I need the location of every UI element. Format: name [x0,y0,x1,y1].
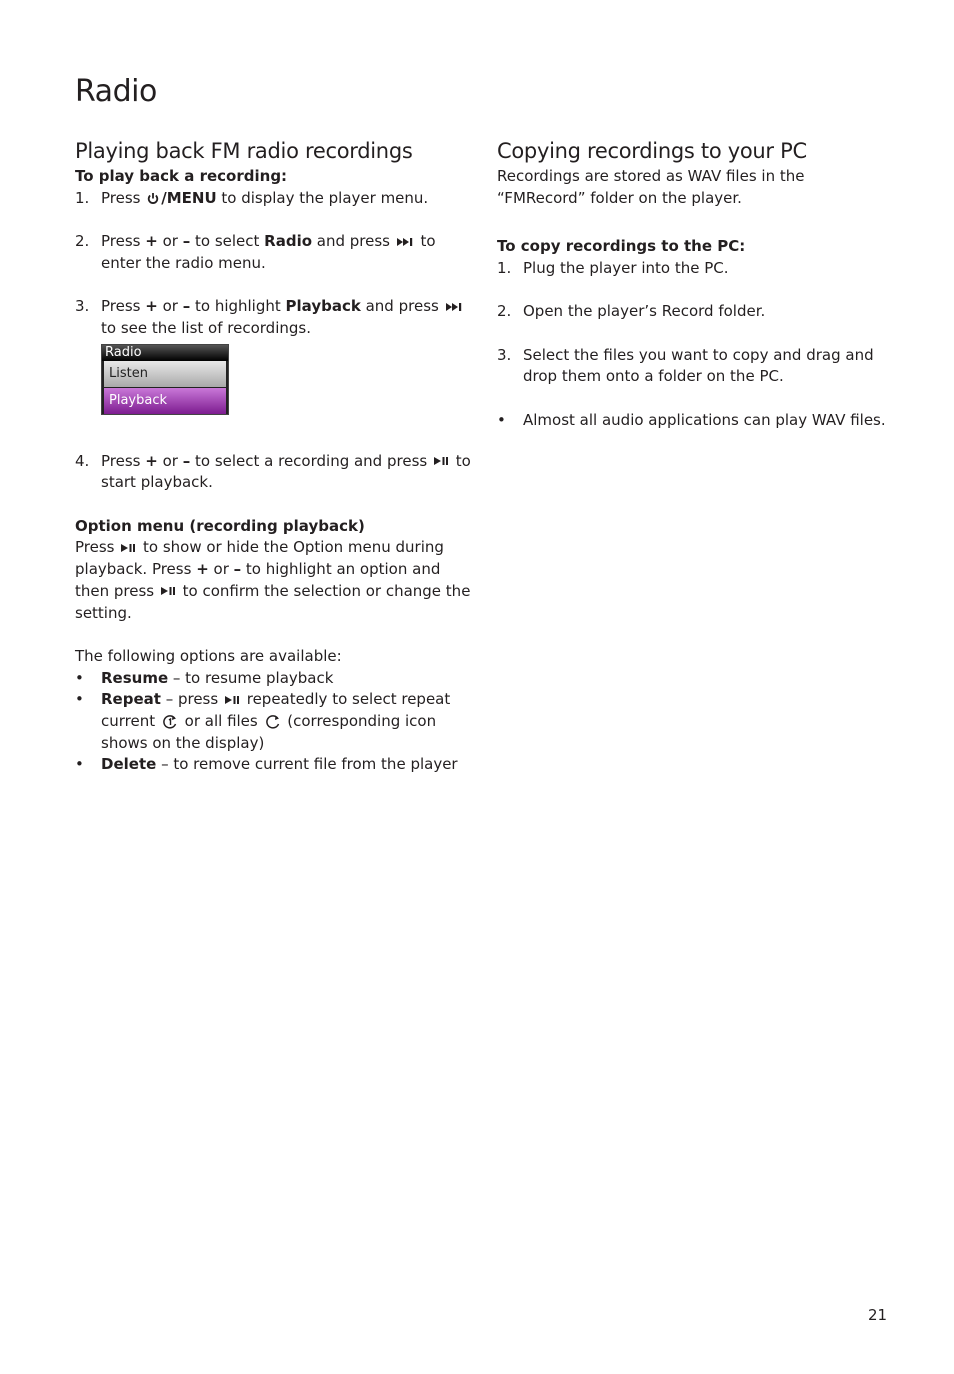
screen-item-playback: Playback [104,388,226,414]
screen-header: Radio [102,345,228,361]
repeat-all-icon [265,714,281,730]
copy-steps [497,258,897,432]
right-column [497,136,897,431]
options-intro: The following options are available: [75,646,342,665]
option-menu-heading: Option menu (recording playback) [75,516,365,535]
play-pause-icon [121,543,136,553]
subheading-copy-to-pc: To copy recordings to the PC: [497,237,746,256]
option-menu-text: Press to show or hide the Option menu during playback. Press + or – to highlight an option and then press to confirm the selection or change the setting. [75,538,471,622]
repeat-one-icon [162,714,178,730]
step-2: 2. Press + or – to select Radio and press to enter the radio menu. [75,232,436,272]
page-title: Radio [75,74,157,109]
skip-forward-icon [397,237,414,247]
note-wav-files: • Almost all audio applications can play WAV files. [497,410,886,429]
page-number: 21 [868,1306,888,1324]
option-resume: • Resume – to resume playback [75,668,334,687]
options-list [75,668,475,777]
play-pause-icon [434,456,449,466]
section-heading-copying: Copying recordings to your PC [497,139,807,163]
step-1: 1. Press /MENU to display the player menu. [75,188,429,207]
device-screen-radio-menu [101,344,229,415]
playback-steps [75,188,475,340]
option-delete: • Delete – to remove current file from the player [75,755,458,774]
power-icon [147,192,159,205]
play-pause-icon [161,586,176,596]
copy-step-3: 3. Select the files you want to copy and drag and drop them onto a folder on the PC. [497,345,874,386]
step-4: 4. Press + or – to select a recording and press to start playback. [75,451,471,492]
section-heading-playback: Playing back FM radio recordings [75,139,413,163]
copying-intro: Recordings are stored as WAV files in the “FMRecord” folder on the player. [497,167,805,207]
step-3: 3. Press + or – to highlight Playback and press to see the list of recordings. [75,296,475,339]
option-repeat: • Repeat – press repeatedly to select repeat current or all files (corresponding icon shows on the display) [75,690,451,752]
play-pause-icon [225,695,240,705]
screen-item-listen: Listen [104,361,226,387]
copy-step-2: 2. Open the player’s Record folder. [497,302,766,321]
subheading-play-recording: To play back a recording: [75,167,288,185]
skip-forward-icon [446,302,463,312]
left-column [75,136,475,776]
copy-step-1: 1. Plug the player into the PC. [497,258,729,277]
